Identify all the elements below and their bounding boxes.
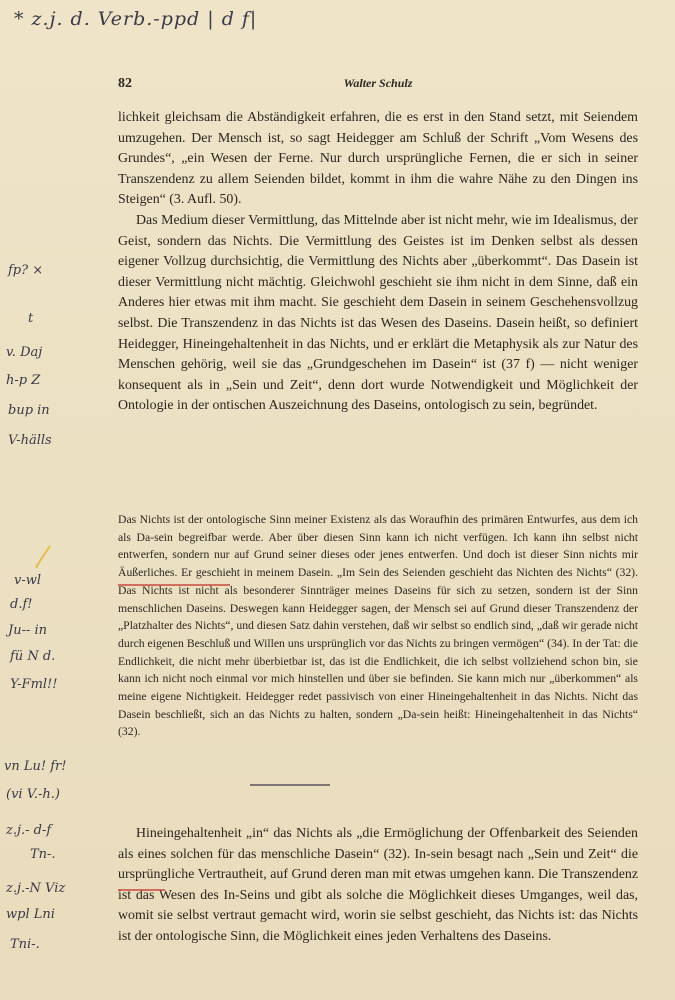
margin-note: h-p Z — [6, 373, 41, 388]
margin-note: Tni-. — [10, 937, 40, 952]
paragraph-1: lichkeit gleichsam die Abständigkeit erfahren, die es erst in den Stand setzt, mit Seiendem umzugehen. Der Mensch ist, so sagt Heidegger am Schluß der Schrift „Vom Wesens des Grundes“, „ein Wesen der Ferne. Nur durch ursprüngliche Fernen, die er sich in seiner Transzendenz zu allem Seienden bildet, kommt in ihm die wahre Nähe zu den Dingen ins Steigen“ (3. Aufl. 50). — [118, 110, 638, 208]
running-head: Walter Schulz — [343, 76, 413, 90]
margin-note: wpl Lni — [6, 907, 55, 922]
margin-note: d.f! — [10, 597, 33, 612]
margin-note: fp? × — [8, 263, 44, 278]
quote-paragraph: Das Nichts ist der ontologische Sinn meiner Existenz als das Woraufhin des primären Entwurfes, aus dem ich als Da-sein begreifbar werde. Aber über diesen Sinn kann ich nicht verfügen. Ich kann ihn selbst nicht entwerfen, sondern nur auf Grund seiner dieses oder jenes entwerfen. Und doch ist dieser Sinn nichts mir Äußerliches. Er geschieht in meinem Dasein. „Im Sein des Seienden geschieht das Nichten des Nichts“ (32). Das Nichts ist nicht als besonderer Sinnträger meines Daseins für sich zu setzen, sondern ist der Sinn menschlichen Daseins. Deswegen kann Heidegger sagen, der Mensch sei auf Grund dieser Transzendenz der „Platzhalter des Nichts“, und diesen Satz dahin verstehen, daß wir selbst so endlich sind, „daß wir gerade nicht durch eigenen Beschluß und Willen uns ursprünglich vor das Nichts zu bringen vermögen“ (34). In der Tat: die Endlichkeit, die nicht mehr überbietbar ist, das ist die Endlichkeit, die ich selbst vollziehend schon bin, sie kann ich nicht noch einmal vor mich hinstellen und über sie befinden. Sie kann mich nur „überkommen“ als meine eigene Nichtigkeit. Heidegger redet passivisch von einer Hineingehaltenheit in das Nichts. Nicht das Dasein beschließt, sich an das Nichts zu halten, sondern „Da-sein heißt: Hineingehaltenheit in das Nichts“ (32). — [118, 513, 638, 739]
margin-note: v-wl — [14, 573, 42, 588]
page-number: 82 — [118, 76, 132, 91]
margin-note: Ju-- in — [8, 623, 48, 638]
margin-note: Y-Fml!! — [10, 677, 58, 692]
margin-note: vn Lu! fr! — [4, 759, 67, 774]
margin-note: V-hälls — [8, 433, 52, 448]
paragraph-3: Hineingehaltenheit „in“ das Nichts als „die Ermöglichung der Offenbarkeit des Seienden als eines solchen für das menschliche Dasein“ (32). In-sein besagt nach „Sein und Zeit“ die ursprüngliche Vertrautheit, auf Grund deren man mit etwas umgehen kann. Die Transzendenz ist das Wesen des In-Seins und gibt als solche die Möglichkeit dieses Umganges, weil das, womit sie selbst vertraut gemacht wird, worin sie selbst geschieht, das Nichts ist: das Nichts ist der ontologische Sinn, die Möglichkeit eines jeden Verhaltens des Daseins. — [118, 826, 638, 944]
yellow-mark — [36, 546, 50, 568]
margin-note: z.j.-N Viz — [6, 881, 66, 896]
margin-note: z.j.- d-f — [6, 823, 52, 838]
margin-note: t — [28, 311, 34, 326]
margin-note: fü N d. — [10, 649, 56, 664]
margin-note: Tn-. — [30, 847, 56, 862]
margin-note: (vi V.-h.) — [6, 787, 60, 802]
paragraph-2: Das Medium dieser Vermittlung, das Mittelnde aber ist nicht mehr, wie im Idealismus, der Geist, sondern das Nichts. Die Vermittlung des Geistes ist im Denken selbst als dessen eigener Vollzug durchsichtig, die Vermittlung des Nichts aber „überkommt“. Das Dasein ist dieser Vermittlung nicht mächtig. Gleichwohl geschieht sie ihm nicht in dem Sinne, daß ein Anderes hier etwas mit ihm macht. Sie geschieht dem Dasein in seinem Geschehensvollzug selbst. Die Transzendenz in das Nichts ist das Wesen des Daseins. Dasein heißt, so definiert Heidegger, Hineingehaltenheit in das Nichts, und er erklärt die Metaphysik als zur Natur des Menschen gehörig, weil sie das „Grundgeschehen im Dasein“ ist (37 f) — nicht weniger konsequent als in „Sein und Zeit“, denn dort wurde Notwendigkeit und Möglichkeit der Ontologie in der ontischen Auszeichnung des Daseins, ontologisch zu sein, begründet. — [118, 212, 638, 414]
margin-note: v. Daj — [6, 345, 43, 360]
handwritten-top-note: * z.j. d. Verb.-ppd | d f| — [14, 8, 258, 30]
margin-note: bup in — [8, 403, 50, 418]
